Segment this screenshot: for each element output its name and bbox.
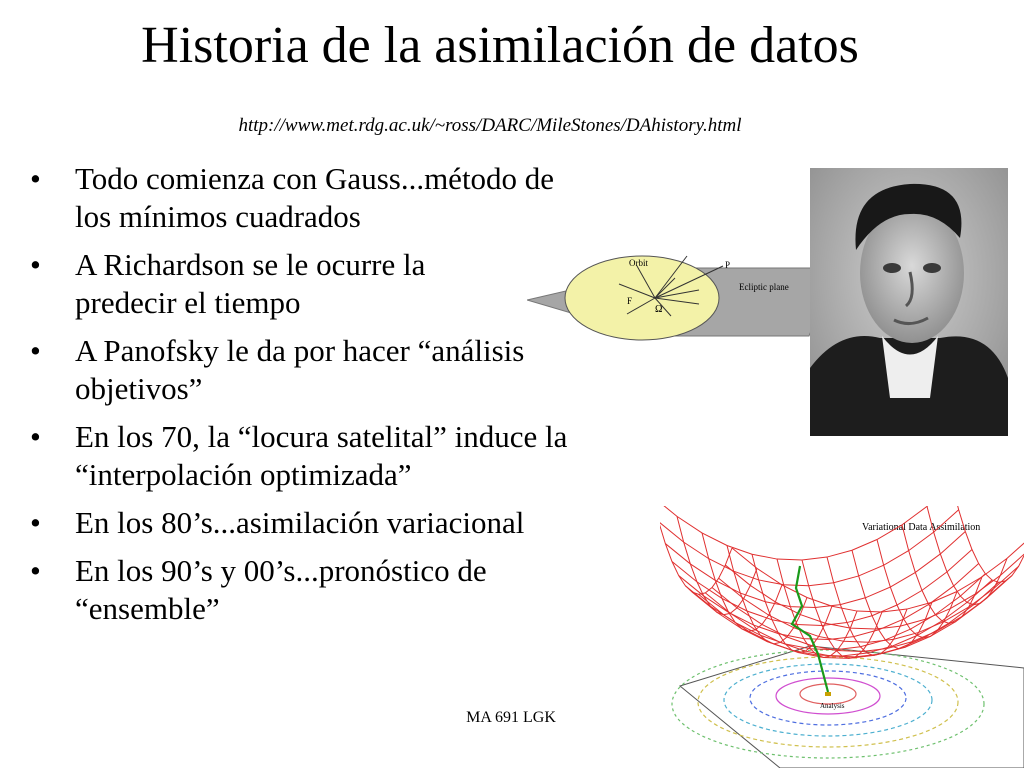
bullet-dot: • bbox=[30, 553, 41, 588]
orbit-diagram bbox=[527, 248, 837, 348]
footer-label: MA 691 LGK bbox=[466, 709, 556, 726]
portrait-image bbox=[810, 168, 1008, 436]
bullet-list bbox=[30, 160, 720, 638]
mesh-line bbox=[660, 506, 952, 560]
surface-title: Variational Data Assimilation bbox=[862, 522, 981, 533]
bullet-item-4 bbox=[30, 418, 720, 494]
orbit-ellipse bbox=[565, 256, 719, 340]
bullet-text-line2: “ensemble” bbox=[75, 591, 220, 626]
slide-title: Historia de la asimilación de datos bbox=[141, 17, 859, 74]
bullet-text-line1: A Richardson se le ocurre la bbox=[75, 247, 426, 282]
bullet-dot: • bbox=[30, 333, 41, 368]
mesh-line bbox=[877, 540, 957, 638]
bullet-text-line2: predecir el tiempo bbox=[75, 285, 301, 320]
bullet-text-line2: los mínimos cuadrados bbox=[75, 199, 361, 234]
analysis-label: Analysis bbox=[820, 702, 845, 710]
mesh-line bbox=[902, 525, 982, 623]
bullet-item-5 bbox=[30, 504, 720, 542]
bullet-text-line1: En los 70, la “locura satelital” induce la bbox=[75, 419, 568, 454]
ecliptic-label: Ecliptic plane bbox=[739, 282, 789, 292]
bullet-text-line1: A Panofsky le da por hacer “análisis bbox=[75, 333, 525, 368]
bullet-dot: • bbox=[30, 419, 41, 454]
source-url: http://www.met.rdg.ac.uk/~ross/DARC/MileStones/DAhistory.html bbox=[238, 115, 742, 136]
bullet-dot: • bbox=[30, 505, 41, 540]
bullet-item-6 bbox=[30, 552, 720, 628]
bullet-text-line1: En los 90’s y 00’s...pronóstico de bbox=[75, 553, 487, 588]
bullet-text-line2: “interpolación optimizada” bbox=[75, 457, 412, 492]
bullet-text-line1: En los 80’s...asimilación variacional bbox=[75, 505, 525, 540]
analysis-marker bbox=[825, 692, 831, 696]
contour-plane bbox=[680, 646, 1024, 768]
bullet-dot: • bbox=[30, 247, 41, 282]
bullet-text-line2: objetivos” bbox=[75, 371, 203, 406]
mesh-line bbox=[665, 532, 965, 608]
bullet-text-line1: Todo comienza con Gauss...método de bbox=[75, 161, 555, 196]
f-label: F bbox=[627, 296, 633, 306]
bullet-dot: • bbox=[30, 161, 41, 196]
p-label: P bbox=[725, 260, 731, 270]
bullet-item-1 bbox=[30, 160, 720, 236]
omega-label: Ω bbox=[655, 304, 663, 315]
orbit-label: Orbit bbox=[629, 258, 648, 268]
mesh-line bbox=[752, 554, 832, 652]
variational-surface-diagram bbox=[660, 506, 1024, 768]
